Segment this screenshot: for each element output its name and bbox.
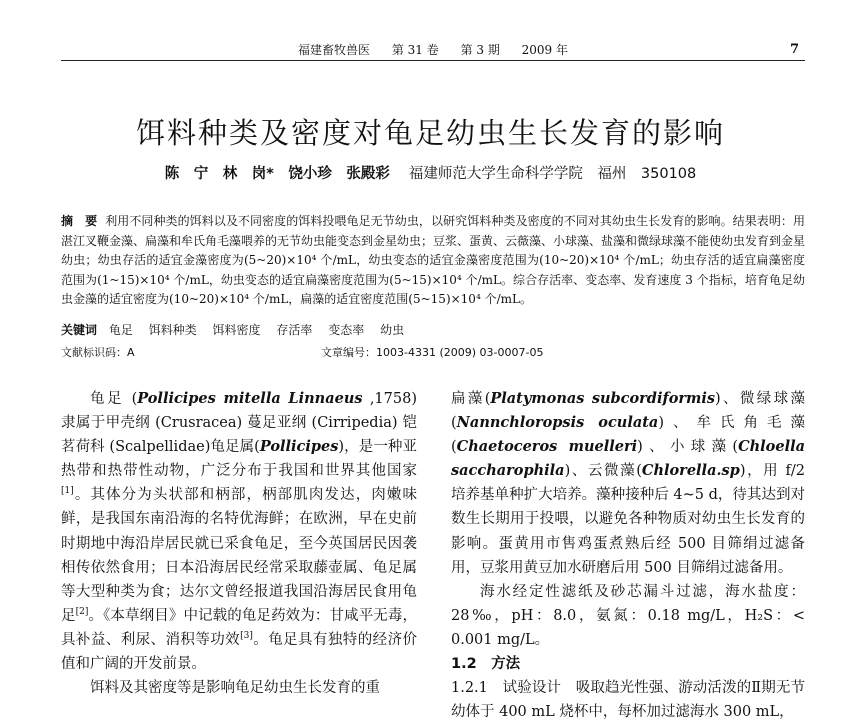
- subsection-number: 1.2.1: [451, 680, 488, 697]
- section-heading: 1.2 方法: [451, 656, 521, 673]
- keyword: 存活率: [276, 323, 313, 337]
- abstract: [61, 212, 805, 310]
- article-number: 文章编号：1003-4331 (2009) 03-0007-05: [321, 346, 544, 359]
- scientific-name: Pollicipes mitella Linnaeus: [137, 390, 363, 407]
- keyword: 饵料密度: [212, 323, 261, 337]
- volume: 第 31 卷: [391, 43, 439, 57]
- keywords: [61, 321, 805, 339]
- citation: [3]: [240, 631, 253, 642]
- keyword: 变态率: [328, 323, 365, 337]
- citation: [1]: [61, 486, 74, 497]
- abstract-label: 摘 要: [61, 214, 98, 228]
- keyword: 龟足: [108, 323, 133, 337]
- left-column: [61, 387, 417, 700]
- authors: 陈 宁 林 岗* 饶小珍 张殿彩: [164, 166, 390, 182]
- body-paragraph: 饵料及其密度等是影响龟足幼虫生长发育的重: [90, 680, 380, 697]
- journal-name: 福建畜牧兽医: [297, 43, 370, 57]
- body-paragraph: 1.2.1 试验设计 吸取趋光性强、游动活泼的Ⅱ期无节幼体于 400 mL 烧杯中，每杯加过滤海水 300 mL，: [451, 680, 805, 721]
- keyword: 饵料种类: [148, 323, 197, 337]
- issue: 第 3 期: [460, 43, 500, 57]
- keywords-label: 关键词: [61, 323, 98, 337]
- document-code: 文献标识码：A: [61, 346, 135, 359]
- year: 2009 年: [521, 43, 569, 57]
- scientific-name: Chloella saccharophila: [451, 438, 805, 480]
- citation: [2]: [75, 607, 89, 618]
- body-paragraph: 扁藻(Platymonas subcordiformis)、微绿球藻(Nannchloropsis oculata)、牟氏角毛藻(Chaetoceros muelleri)、小球藻(Chloella saccharophila)、云微藻(Chlorella.sp)，用 f/2 培养基单种扩大培养。藻种接种后 4~5 d，待其达到对数生长期用于投喂，以避免各种物质对幼虫生长发育的影响。蛋黄用市售鸡蛋煮熟后经 500 目筛绢过滤备用，豆浆用黄豆加水研磨后用 500 目筛绢过滤备用。: [451, 390, 805, 576]
- byline: [0, 162, 861, 186]
- scientific-name: Platymonas subcordiformis: [490, 390, 716, 407]
- affiliation: 福建师范大学生命科学学院 福州 350108: [408, 166, 697, 182]
- scientific-name: Nannchloropsis oculata: [456, 414, 659, 432]
- article-meta: [61, 345, 805, 361]
- scientific-name: Chlorella.sp: [641, 462, 740, 480]
- page-number: 7: [789, 42, 799, 57]
- body-paragraph: 龟足 (Pollicipes mitella Linnaeus ,1758) 隶属于甲壳纲 (Crusracea) 蔓足亚纲 (Cirripedia) 铠茗荷科 (Scalpellidae)龟足属(Pollicipes)，是一种亚热带和热带性动物，广泛分布于我国和世界其他国家[1]。其体分为头状部和柄部，柄部肌肉发达，肉嫩味鲜，是我国东南沿海的名特优海鲜；在欧洲，早在史前时期地中海沿岸居民就已采食龟足，至今英国居民因袭相传依然食用；日本沿海居民经常采取藤壶属、龟足属等大型种类为食；达尔文曾经报道我国沿海居民食用龟足[2]。《本草纲目》中记载的龟足药效为：甘咸平无毒，具补益、利尿、消积等功效[3]。龟足具有独特的经济价值和广阔的开发前景。: [61, 390, 418, 673]
- right-column: [451, 387, 805, 724]
- keyword: 幼虫: [380, 323, 405, 337]
- running-header: [61, 40, 805, 61]
- scientific-name: Chaetoceros muelleri: [456, 438, 638, 456]
- abstract-text: 利用不同种类的饵料以及不同密度的饵料投喂龟足无节幼虫，以研究饵料种类及密度的不同对其幼虫生长发育的影响。结果表明：用湛江叉鞭金藻、扁藻和牟氏角毛藻喂养的无节幼虫能变态到金星幼虫；豆浆、蛋黄、云薇藻、小球藻、盐藻和微绿球藻不能使幼虫发育到金星幼虫；幼虫存活的适宜金藻密度为(5~20)×10⁴ 个/mL，幼虫变态的适宜金藻密度范围为(10~20)×10⁴ 个/mL；幼虫存活的适宜扁藻密度范围为(1~15)×10⁴ 个/mL，幼虫变态的适宜扁藻密度范围为(5~15)×10⁴ 个/mL。综合存活率、变态率、发育速度 3 个指标，培育龟足幼虫金藻的适宜密度为(10~20)×10⁴ 个/mL，扁藻的适宜密度范围(5~15)×10⁴ 个/mL。: [61, 214, 806, 306]
- body-paragraph: 海水经定性滤纸及砂芯漏斗过滤，海水盐度：28‰，pH：8.0，氨氮：0.18 mg/L，H₂S：< 0.001 mg/L。: [451, 583, 805, 648]
- scientific-name: Pollicipes: [259, 438, 339, 456]
- paper-title: 饵料种类及密度对龟足幼虫生长发育的影响: [135, 116, 725, 150]
